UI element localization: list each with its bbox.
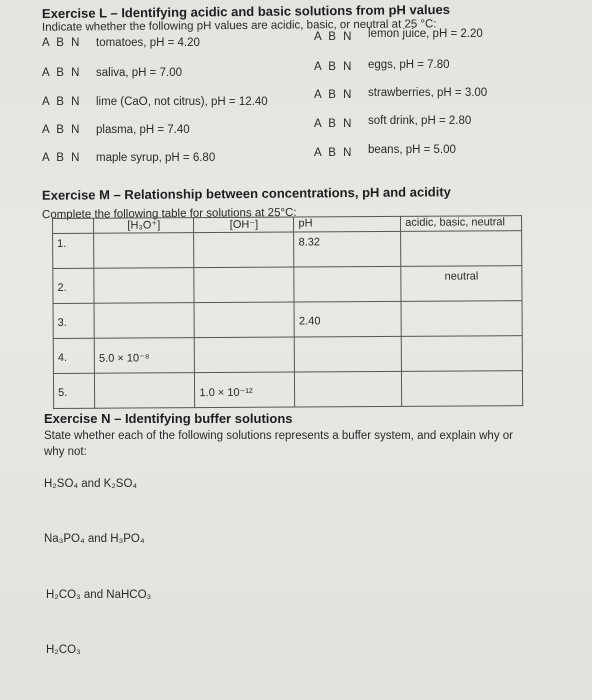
oh-cell[interactable] (194, 267, 294, 303)
row-index: 3. (53, 303, 94, 338)
choice-label: A B N (314, 61, 354, 73)
h3o-cell[interactable] (95, 373, 196, 409)
exercise-l-title: Exercise L – Identifying acidic and basic solutions from pH values (41, 1, 451, 22)
choice-label: A B N (42, 152, 82, 164)
choice-label: A B N (42, 124, 82, 136)
right-item-1: lemon juice, pH = 2.20 (368, 28, 483, 40)
buffer-item-4: H₂CO₃ (46, 644, 81, 656)
h3o-cell[interactable] (94, 233, 195, 269)
right-item-5: beans, pH = 5.00 (368, 144, 456, 156)
choice-label: A B N (314, 89, 354, 101)
row-index: 2. (53, 268, 94, 303)
h3o-cell[interactable] (94, 268, 195, 304)
acidity-cell[interactable] (401, 336, 522, 372)
right-item-2: eggs, pH = 7.80 (368, 59, 450, 71)
ph-cell[interactable]: 8.32 (294, 231, 401, 267)
left-item-3: lime (CaO, not citrus), pH = 12.40 (96, 96, 268, 108)
acidity-cell[interactable] (401, 301, 522, 337)
ph-cell[interactable]: 2.40 (294, 301, 401, 337)
table-row (53, 301, 522, 339)
exercise-n-instruction-2: why not: (44, 446, 87, 458)
choice-label: A B N (314, 118, 354, 130)
choice-label: A B N (42, 96, 82, 108)
choice-label: A B N (42, 37, 82, 49)
row-index: 5. (53, 373, 94, 408)
left-item-1: tomatoes, pH = 4.20 (96, 37, 200, 49)
left-item-4: plasma, pH = 7.40 (96, 124, 190, 136)
buffer-item-1: H₂SO₄ and K₂SO₄ (44, 478, 138, 490)
table-row (53, 336, 522, 374)
header-acidity: acidic, basic, neutral (401, 216, 522, 232)
exercise-n-instruction-1: State whether each of the following solutions represents a buffer system, and explain why or (44, 430, 513, 442)
choice-label: A B N (42, 67, 82, 79)
table-row (53, 231, 522, 269)
ph-cell[interactable] (294, 266, 401, 302)
acidity-cell[interactable]: neutral (401, 266, 522, 302)
row-index: 4. (53, 338, 94, 373)
h3o-cell[interactable] (94, 303, 195, 339)
header-oh: [OH⁻] (194, 217, 294, 233)
oh-cell[interactable] (194, 302, 294, 338)
exercise-l-instruction: Indicate whether the following pH values are acidic, basic, or neutral at 25 °C: (41, 18, 437, 34)
table-row (53, 371, 522, 409)
oh-cell[interactable] (195, 337, 295, 373)
ph-cell[interactable] (295, 371, 402, 407)
exercise-n-title: Exercise N – Identifying buffer solutions (44, 411, 293, 426)
acidity-cell[interactable] (401, 231, 522, 267)
right-item-3: strawberries, pH = 3.00 (368, 87, 488, 99)
ph-cell[interactable] (295, 336, 402, 372)
buffer-item-3: H₂CO₃ and NaHCO₃ (46, 589, 152, 601)
acidity-cell[interactable] (402, 371, 523, 407)
header-index (53, 218, 94, 233)
header-ph: pH (294, 216, 401, 232)
row-index: 1. (53, 233, 94, 268)
left-item-5: maple syrup, pH = 6.80 (96, 152, 216, 164)
buffer-item-2: Na₃PO₄ and H₃PO₄ (44, 533, 145, 545)
choice-label: A B N (314, 147, 354, 159)
exercise-m-instruction: Complete the following table for solutions at 25°C: (41, 206, 297, 222)
left-item-2: saliva, pH = 7.00 (96, 67, 182, 79)
table-row (53, 266, 522, 304)
header-h3o: [H₃O⁺] (94, 218, 194, 234)
right-item-4: soft drink, pH = 2.80 (368, 115, 472, 127)
choice-label: A B N (314, 31, 354, 43)
oh-cell[interactable] (194, 232, 294, 268)
exercise-m-title: Exercise M – Relationship between concentrations, pH and acidity (41, 184, 451, 203)
oh-cell[interactable]: 1.0 × 10⁻¹² (195, 372, 295, 408)
h3o-cell[interactable]: 5.0 × 10⁻⁸ (94, 338, 195, 374)
concentration-table (52, 215, 523, 409)
